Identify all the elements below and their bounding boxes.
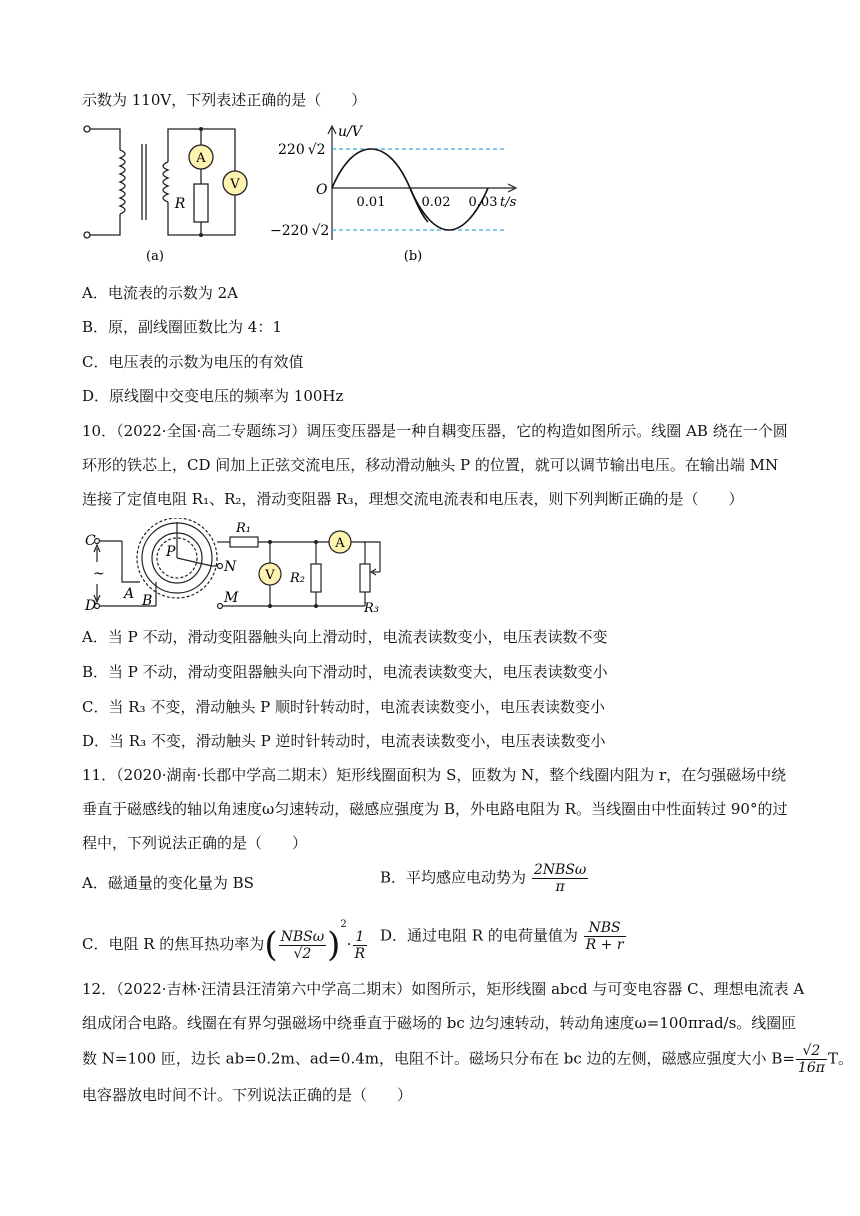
- q10-option-a: A．当 P 不动，滑动变阻器触头向上滑动时，电流表读数变小，电压表读数不变: [82, 628, 608, 646]
- fig-b-xlabel: t/s: [500, 195, 517, 210]
- q11-line-1: 11．（2020·湖南·长郡中学高二期末）矩形线圈面积为 S，匝数为 N，整个线圈内阻为 r，在匀强磁场中绕: [82, 766, 787, 784]
- q11-line-3: 程中，下列说法正确的是（ ）: [82, 834, 308, 852]
- q10-fig-voltmeter: V: [265, 568, 275, 583]
- q11-option-a: A．磁通量的变化量为 BS: [82, 874, 254, 892]
- fig-b-origin: O: [316, 182, 328, 198]
- q9-option-b: B．原，副线圈匝数比为 4：1: [82, 318, 282, 336]
- q10-line-2: 环形的铁芯上，CD 间加上正弦交流电压，移动滑动触头 P 的位置，就可以调节输出电压。在输出端 MN: [82, 456, 779, 474]
- q11-option-b: B．平均感应电动势为 $\frac{\text{2NBSω}}{\pi}$: [380, 862, 587, 895]
- fig-b-caption: (b): [403, 249, 423, 264]
- fig-a-ammeter-label: A: [196, 151, 206, 166]
- fig-b-xtick-2: 0.02: [421, 195, 451, 210]
- q10-fig-D: D: [85, 598, 97, 614]
- fig-b-xtick-3: 0.03: [468, 195, 498, 210]
- q9-option-a: A．电流表的示数为 2A: [82, 284, 238, 302]
- q9-option-c: C．电压表的示数为电压的有效值: [82, 353, 304, 371]
- q10-fig-R3: R₃: [364, 601, 379, 616]
- q9-stem: 示数为 110V，下列表述正确的是（ ）: [82, 91, 367, 109]
- fig-b-ylabel: u/V: [338, 124, 362, 140]
- fig-a-caption: (a): [146, 249, 164, 264]
- fig-b-ybottom: −220 √2: [270, 223, 330, 239]
- q10-option-d: D．当 R₃ 不变，滑动触头 P 逆时针转动时，电流表读数变小，电压表读数变小: [82, 732, 606, 750]
- fig-a-resistor-label: R: [174, 196, 186, 212]
- q10-figure: [82, 518, 402, 618]
- q9-option-d: D．原线圈中交变电压的频率为 100Hz: [82, 387, 344, 405]
- q12-line-2: 组成闭合电路。线圈在有界匀强磁场中绕垂直于磁场的 bc 边匀速转动，转动角速度ω=100πrad/s。线圈匝: [82, 1014, 797, 1032]
- q10-fig-A: A: [124, 586, 135, 602]
- q10-fig-tilde: ~: [93, 566, 105, 582]
- q10-fig-C: C: [85, 533, 96, 549]
- q10-fig-P: P: [166, 544, 176, 560]
- q9-figure-a: [80, 122, 260, 267]
- q9-figure-b: [268, 122, 528, 267]
- q11-option-d: D．通过电阻 R 的电荷量值为 $\frac{\text{NBS}}{R + r}$: [380, 920, 624, 953]
- q10-fig-B: B: [142, 593, 153, 609]
- q10-fig-R1: R₁: [236, 521, 251, 536]
- fig-a-voltmeter-label: V: [230, 177, 240, 192]
- q11-option-c: C．电阻 R 的焦耳热功率为( $\frac{\text{NBSω}}{√2}$ )$^2$· $\frac{1}{R}$: [82, 919, 366, 965]
- q11-line-2: 垂直于磁感线的轴以角速度ω匀速转动，磁感应强度为 B，外电路电阻为 R。当线圈由中性面转过 90°的过: [82, 800, 788, 818]
- q10-option-b: B．当 P 不动，滑动变阻器触头向下滑动时，电流表读数变大，电压表读数变小: [82, 663, 608, 681]
- q10-line-1: 10．（2022·全国·高二专题练习）调压变压器是一种自耦变压器，它的构造如图所示。线圈 AB 绕在一个圆: [82, 422, 788, 440]
- q11-option-b-fraction: $\frac{\text{2NBSω}}{\pi}$: [533, 862, 587, 895]
- q10-line-3: 连接了定值电阻 R₁、R₂，滑动变阻器 R₃，理想交流电流表和电压表，则下列判断正确的是（ ）: [82, 490, 744, 508]
- q12-line-4: 电容器放电时间不计。下列说法正确的是（ ）: [82, 1086, 413, 1104]
- q10-fig-M: M: [224, 590, 239, 606]
- q10-fig-R2: R₂: [290, 571, 305, 586]
- q10-fig-ammeter: A: [335, 536, 345, 551]
- fig-b-ytop: 220 √2: [278, 142, 326, 158]
- q12-line-3: 数 N=100 匝，边长 ab=0.2m、ad=0.4m，电阻不计。磁场只分布在 bc 边的左侧，磁感应强度大小 B= $\frac{√2}{16\pi}$ T。: [82, 1043, 853, 1076]
- q10-fig-N: N: [224, 559, 237, 575]
- q10-option-c: C．当 R₃ 不变，滑动触头 P 顺时针转动时，电流表读数变小，电压表读数变小: [82, 698, 605, 716]
- fig-b-xtick-1: 0.01: [356, 195, 386, 210]
- q12-line-1: 12．（2022·吉林·汪清县汪清第六中学高二期末）如图所示，矩形线圈 abcd 与可变电容器 C、理想电流表 A: [82, 980, 805, 998]
